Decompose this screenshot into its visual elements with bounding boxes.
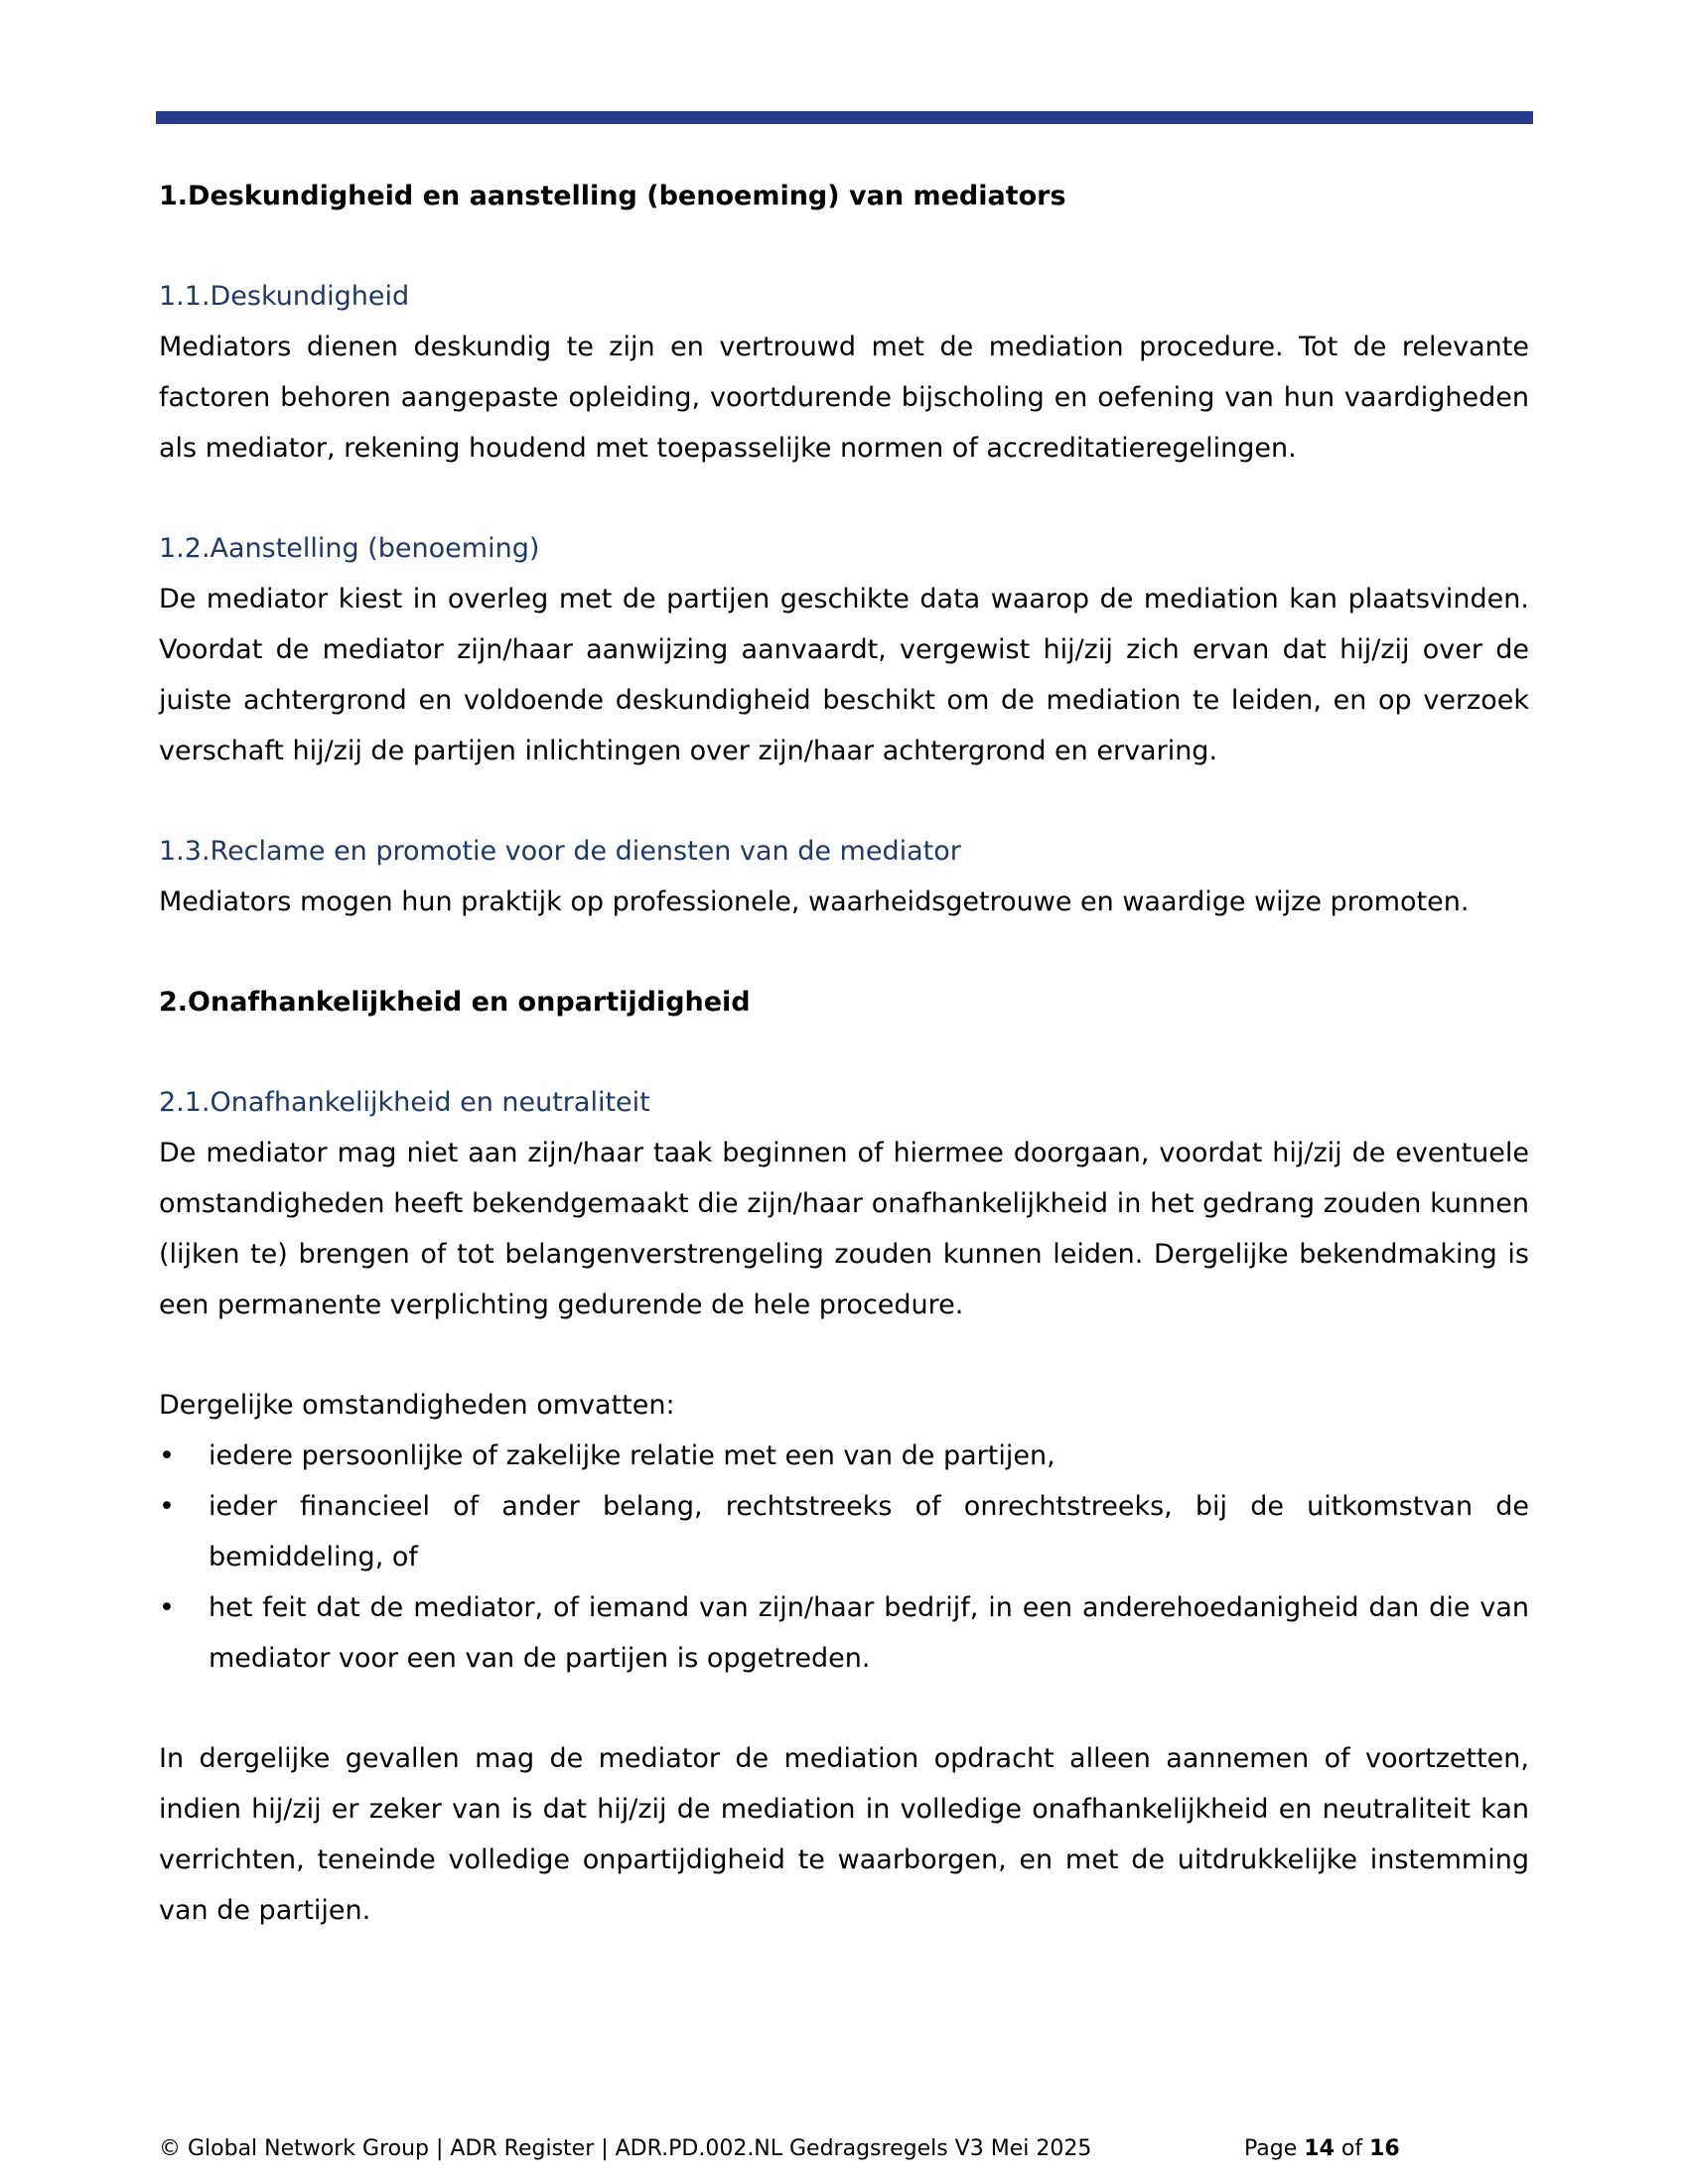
- section-1-3-text: Mediators mogen hun praktijk op professionele, waarheidsgetrouwe en waardige wijze promoten.: [159, 887, 1470, 917]
- section-2-1-heading: 2.1.Onafhankelijkheid en neutraliteit: [159, 1087, 650, 1118]
- section-2-heading: 2.Onafhankelijkheid en onpartijdigheid: [159, 987, 751, 1018]
- page-total: 16: [1369, 2136, 1400, 2161]
- section-1-1-text: Mediators dienen deskundig te zijn en vertrouwd met de mediation procedure. Tot de relevante factoren behoren aangepaste opleiding, voortdurende bijscholing en oefening van hun vaardigheden als mediator, rekening houdend met toepasselijke normen of accreditatieregelingen.: [159, 332, 1529, 464]
- bullet-icon: •: [159, 1592, 175, 1623]
- bullet-icon: •: [159, 1491, 175, 1522]
- closing-paragraph: In dergelijke gevallen mag de mediator de mediation opdracht alleen aannemen of voortzetten, indien hij/zij er zeker van is dat hij/zij de mediation in volledige onafhankelijkheid en neutraliteit kan verrichten, teneinde volledige onpartijdigheid te waarborgen, en met de uitdrukkelijke instemming van de partijen.: [159, 1743, 1529, 1926]
- list-item-text: iedere persoonlijke of zakelijke relatie met een van de partijen,: [209, 1440, 1055, 1471]
- list-item: [159, 1481, 1529, 1582]
- document-body: [159, 171, 1529, 1936]
- footer-copyright: © Global Network Group | ADR Register | ADR.PD.002.NL Gedragsregels V3 Mei 2025: [159, 2136, 1092, 2161]
- page-current: 14: [1304, 2136, 1335, 2161]
- list-item-text: ieder financieel of ander belang, rechtstreeks of onrechtstreeks, bij de uitkomstvan de bemiddeling, of: [209, 1491, 1529, 1572]
- section-1-3-heading: 1.3.Reclame en promotie voor de diensten van de mediator: [159, 836, 961, 867]
- page-footer: [159, 2134, 1450, 2164]
- bullet-icon: •: [159, 1440, 175, 1471]
- page-number: [1244, 2134, 1400, 2164]
- section-1-heading: 1.Deskundigheid en aanstelling (benoeming) van mediators: [159, 181, 1066, 211]
- section-2-1-text: De mediator mag niet aan zijn/haar taak beginnen of hiermee doorgaan, voordat hij/zij de eventuele omstandigheden heeft bekendgemaakt die zijn/haar onafhankelijkheid in het gedrang zouden kunnen (lijken te) brengen of tot belangenverstrengeling zouden kunnen leiden. Dergelijke bekendmaking is een permanente verplichting gedurende de hele procedure.: [159, 1138, 1529, 1320]
- list-item: [159, 1582, 1529, 1684]
- page-of: of: [1340, 2136, 1363, 2161]
- list-intro: Dergelijke omstandigheden omvatten:: [159, 1390, 675, 1421]
- section-1-2-text: De mediator kiest in overleg met de partijen geschikte data waarop de mediation kan plaatsvinden. Voordat de mediator zijn/haar aanwijzing aanvaardt, vergewist hij/zij zich ervan dat hij/zij over de juiste achtergrond en voldoende deskundigheid beschikt om de mediation te leiden, en op verzoek verschaft hij/zij de partijen inlichtingen over zijn/haar achtergrond en ervaring.: [159, 584, 1529, 766]
- header-rule: [156, 111, 1533, 124]
- page-label: Page: [1244, 2136, 1298, 2161]
- section-1-2-heading: 1.2.Aanstelling (benoeming): [159, 533, 540, 564]
- section-1-1-heading: 1.1.Deskundigheid: [159, 281, 410, 312]
- list-item: [159, 1431, 1529, 1481]
- circumstances-list: [159, 1431, 1529, 1684]
- list-item-text: het feit dat de mediator, of iemand van zijn/haar bedrijf, in een anderehoedanigheid dan die van mediator voor een van de partijen is opgetreden.: [209, 1592, 1529, 1674]
